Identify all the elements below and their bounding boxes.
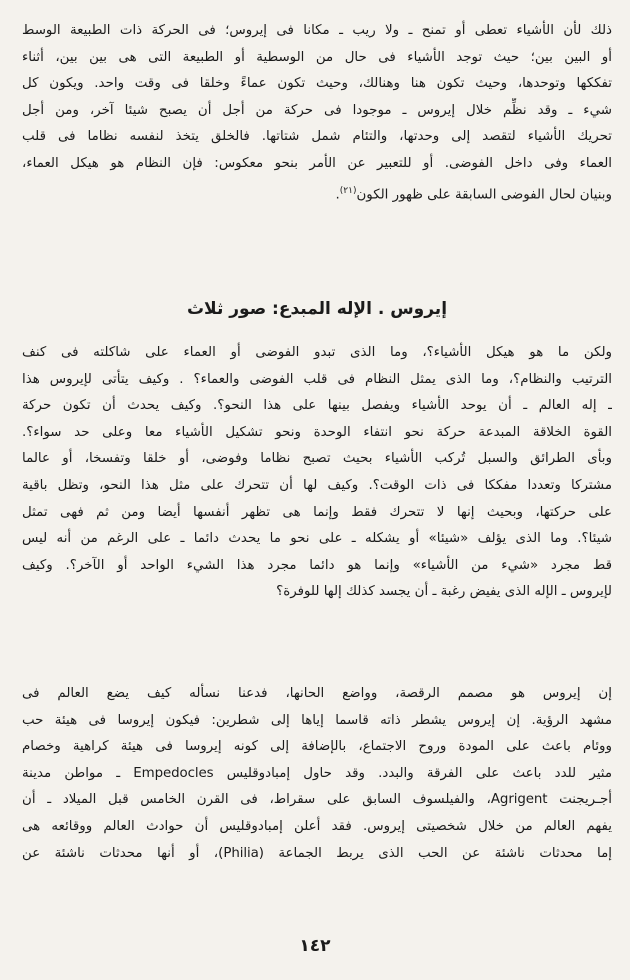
text-line: إن إيروس هو مصمم الرقصة، وواضع الحانها، فدعنا نسأله كيف يضع العالم فى (22, 686, 612, 701)
text-line: القوة الخلاقة المبدعة حركة نحو انتفاء الوحدة ونحو تشكيل الأشياء معا وعلى حد سواء؟. (22, 424, 612, 440)
paragraph-intro (22, 18, 612, 204)
text-line: ولكن ما هو هيكل الأشياء؟، وما الذى تبدو الفوضى أو العماء على شاكلته فى كنف (22, 345, 612, 360)
text-line: ـ إله العالم ـ أن يوحد الأشياء ويفصل بينها على هذا النحو؟. وكيف يحدث أن تكون حركة (22, 398, 612, 414)
text-line: مشتركا وتعددا مفككا فى ذات الوقت؟. وكيف لها أن تتحرك على مثل هذا النحو، وتظل باقية (22, 477, 612, 493)
text-line: وبنيان لحال الفوضى السابقة على ظهور الكون (356, 187, 612, 203)
page-number: ١٤٢ (299, 936, 331, 956)
footnote-reference: (٢١) (339, 185, 357, 196)
text-line: إما محدثات ناشئة عن الحب الذى يربط الجماعة (Philia)، أو أنها محدثات ناشئة عن (22, 845, 612, 861)
text-line: شيئا؟. وما الذى يؤلف «شيئا» أو يشكله ـ على نحو ما يحدث دائما ـ على الرغم من أنه ليس (22, 531, 612, 547)
text-line: أو البين بين؛ حيث توجد الأشياء فى حال من الوسطية أو الطبيعة التى هى بين بين، أثناء (22, 49, 612, 65)
text-line: مثير للدد باعث على الفرقة والبدد. وقد حاول إمبادوقليس Empedocles ـ مواطن مدينة (22, 765, 612, 781)
paragraph-empedocles (22, 681, 612, 867)
text-line: على حركتها، وبحيث إنها لا تتحرك فقط وإنما هى تظهر أنفسها أيضا ومن ثم فهى تمثل (22, 504, 612, 520)
section-heading: إيروس . الإله المبدع: صور ثلاث (186, 299, 448, 319)
text-line: شيء ـ وقد نظِّم خلال إيروس ـ موجودا فى حركة من أجل أن يصبح شيئا آخر، ومن أجل (22, 102, 612, 118)
text-line: أجـريجنت Agrigent، والفيلسوف السابق على سقراط، فى القرن الخامس قبل الميلاد ـ أن (22, 792, 612, 808)
text-line: لإيروس ـ الإله الذى يفيض رغبة ـ أن يجسد كذلك إلها للوفرة؟ (276, 584, 612, 600)
text-line: يفهم العالم من خلال شخصيتى إيروس. فقد أعلن إمبادوقليس أن حوادث العالم ووقائعه هى (22, 818, 612, 834)
paragraph-questions (22, 340, 612, 606)
text-line: الترتيب والنظام؟، وما الذى يمثل النظام فى قلب الفوضى والعماء؟ . وكيف يتأتى لإيروس هذا (22, 371, 612, 387)
text-line: تفككها وتوحدها، وحيث تكون هنا وهنالك، وحيث تكون عماءً وخلقا فى وقت واحد. ويكون كل (22, 76, 612, 92)
text-line: ووئام باعث على المودة وروح الاجتماع، بالإضافة إلى كونه إيروسا فى هيئة كراهية وخصام (22, 739, 612, 755)
text-line: وبأى الطرائق والسبل تُركب الأشياء بحيث تصبح نظاما وفوضى، أو خلقا وتفسخا، أو عالما (22, 451, 612, 467)
text-line: مشهد الرؤية. إن إيروس يشطر ذاته قاسما إياها إلى شطرين: فيكون إيروسا فى هيئة حب (22, 712, 612, 728)
text-line: العماء وفى داخل الفوضى. أو للتعبير عن الأمر بنحو معكوس: فإن النظام هو هيكل العماء، (22, 155, 612, 171)
text-line: تحريك الأشياء لتقصد إلى وحدتها، والتئام شمل شتاتها. فالخلق يتخذ لنفسه نظاما فى قلب (22, 129, 612, 145)
text-line: ذلك لأن الأشياء تعطى أو تمنح ـ ولا ريب ـ مكانا فى إيروس؛ فى الحركة ذات الطبيعة الوسط (22, 23, 612, 38)
text-line-with-footnote: وبنيان لحال الفوضى السابقة على ظهور الكون$^{(٢١)}$. (335, 185, 612, 203)
text-line: قط مجرد «شيء من الأشياء» وإنما هو دائما مجرد هذا الشيء الواحد أو الآخر؟. وكيف (22, 557, 612, 573)
